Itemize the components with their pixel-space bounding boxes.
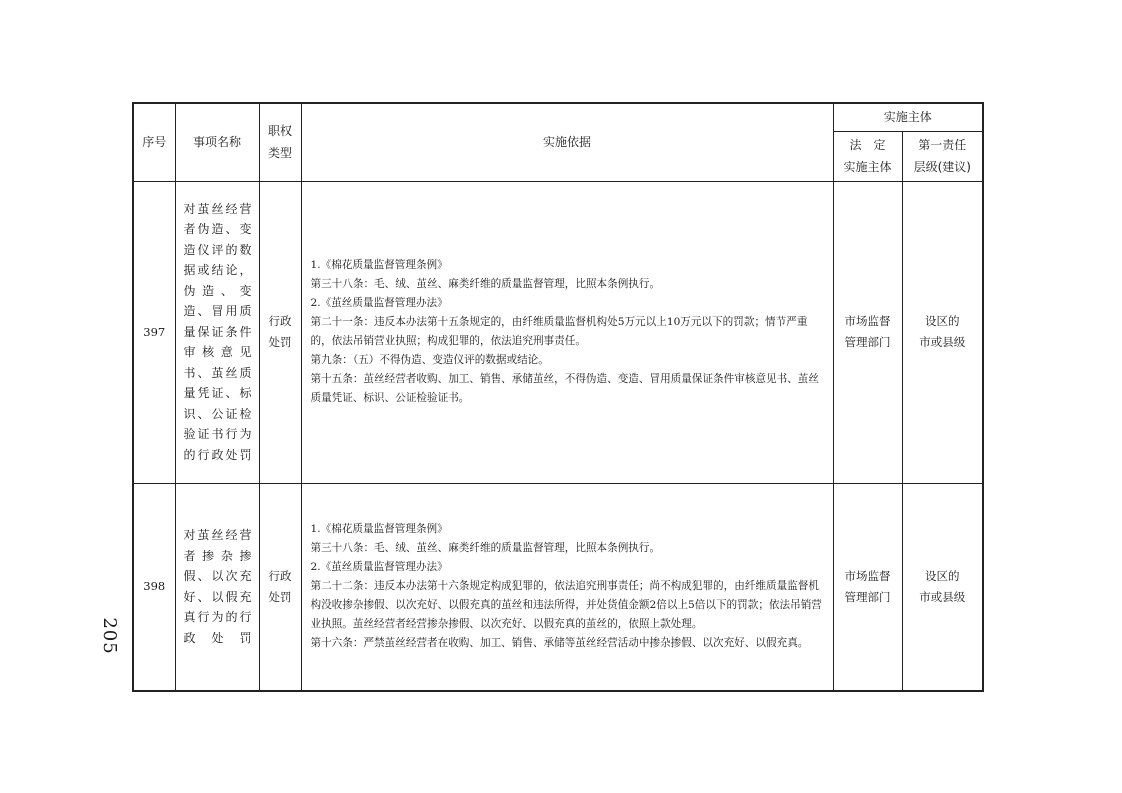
row-seq: 397 <box>133 181 175 483</box>
row-power-type-line2: 处罚 <box>268 335 292 349</box>
row-basis <box>301 181 833 483</box>
row-power-type-line2: 处罚 <box>268 589 292 604</box>
header-item-name: 事项名称 <box>175 103 259 181</box>
basis-paragraph: 第十五条：茧丝经营者收购、加工、销售、承储茧丝，不得伪造、变造、冒用质量保证条件审核意见书、茧丝质量凭证、标识、公证检验证书。 <box>310 373 819 404</box>
header-power-type-line2: 类型 <box>267 146 292 161</box>
row-first-resp-line1: 设区的 <box>925 568 960 583</box>
row-item-name: 对茧丝经营者伪造、变造仪评的数据或结论，伪造、变造、冒用质量保证条件审核意见书、茧丝质量凭证、标识、公证检验证书行为的行政处罚 <box>175 181 259 483</box>
header-legal-subject-line1: 法 定 <box>849 138 886 152</box>
row-power-type <box>259 181 301 483</box>
basis-paragraph: 第九条：（五）不得伪造、变造仪评的数据或结论。 <box>310 354 549 366</box>
row-first-resp-line2: 市或县级 <box>919 589 966 604</box>
row-seq: 398 <box>133 483 175 691</box>
row-legal-subject <box>833 181 902 483</box>
header-legal-subject-line2: 实施主体 <box>843 160 892 174</box>
table-row <box>133 483 983 691</box>
table-row <box>133 181 983 483</box>
row-power-type-line1: 行政 <box>268 314 292 328</box>
row-legal-subject-line1: 市场监督 <box>844 568 891 583</box>
basis-paragraph: 第二十二条：违反本办法第十六条规定构成犯罪的，依法追究刑事责任；尚不构成犯罪的，由纤维质量监督机构没收掺杂掺假、以次充好、以假充真的茧丝和违法所得，并处货值金额2倍以上5倍以下的罚款；依法吊销营业执照。茧丝经营者经营掺杂掺假、以次充好、以假充真的茧丝的，依照上款处理。 <box>310 580 822 631</box>
row-basis <box>301 483 833 691</box>
basis-paragraph: 2.《茧丝质量监督管理办法》 <box>310 297 448 309</box>
row-legal-subject-line1: 市场监督 <box>844 314 891 328</box>
basis-paragraph: 1.《棉花质量监督管理条例》 <box>310 523 448 536</box>
row-item-name: 对茧丝经营者掺杂掺假、以次充好、以假充真行为的行政处罚 <box>175 483 259 691</box>
basis-paragraph: 2.《茧丝质量监督管理办法》 <box>310 561 448 574</box>
header-power-type-line1: 职权 <box>267 124 292 139</box>
basis-paragraph: 第三十八条：毛、绒、茧丝、麻类纤维的质量监督管理，比照本条例执行。 <box>310 542 661 555</box>
row-legal-subject-line2: 管理部门 <box>844 335 891 349</box>
header-first-responsibility <box>902 131 983 181</box>
basis-paragraph: 1.《棉花质量监督管理条例》 <box>310 259 448 271</box>
basis-paragraph: 第三十八条：毛、绒、茧丝、麻类纤维的质量监督管理，比照本条例执行。 <box>310 278 661 290</box>
basis-paragraph: 第十六条：严禁茧丝经营者在收购、加工、销售、承储等茧丝经营活动中掺杂掺假、以次充好、以假充真。 <box>310 637 809 650</box>
header-power-type <box>259 103 301 181</box>
row-first-responsibility <box>902 181 983 483</box>
row-first-resp-line1: 设区的 <box>925 314 960 328</box>
basis-paragraph: 第二十一条：违反本办法第十五条规定的，由纤维质量监督机构处5万元以上10万元以下的罚款；情节严重的，依法吊销营业执照；构成犯罪的，依法追究刑事责任。 <box>310 316 808 347</box>
row-first-resp-line2: 市或县级 <box>919 335 966 349</box>
page-number-text: 205 <box>99 617 121 655</box>
header-basis: 实施依据 <box>301 103 833 181</box>
row-legal-subject-line2: 管理部门 <box>844 589 891 604</box>
power-list-table <box>132 102 984 692</box>
header-first-resp-line2: 层级(建议) <box>913 160 971 174</box>
row-power-type <box>259 483 301 691</box>
header-subject-group: 实施主体 <box>833 103 983 131</box>
row-legal-subject <box>833 483 902 691</box>
header-seq: 序号 <box>133 103 175 181</box>
header-first-resp-line1: 第一责任 <box>918 138 967 152</box>
header-legal-subject <box>833 131 902 181</box>
row-first-responsibility <box>902 483 983 691</box>
row-power-type-line1: 行政 <box>268 568 292 583</box>
